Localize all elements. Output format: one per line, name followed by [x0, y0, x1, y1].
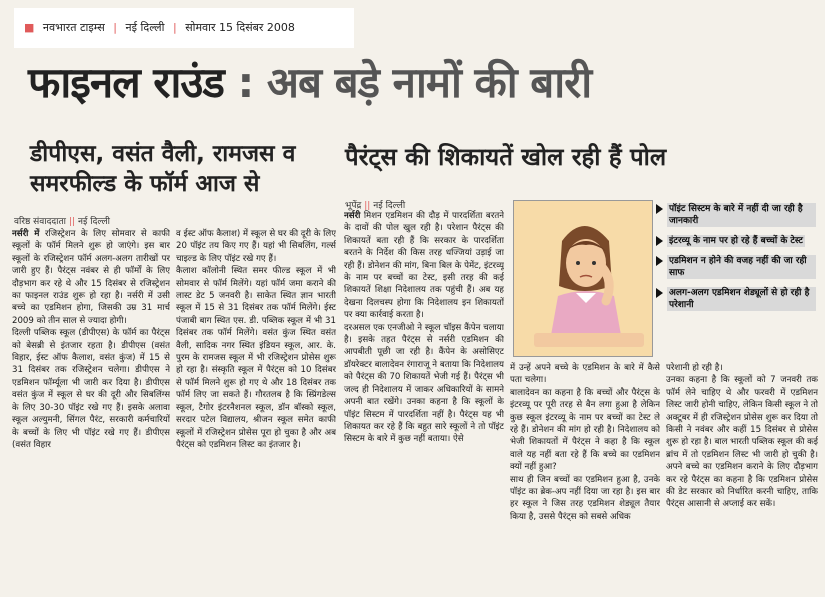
- dateline: [24, 20, 300, 35]
- triangle-bullet-icon: [656, 288, 663, 298]
- paragraph: दिल्ली पब्लिक स्कूल (डीपीएस) के फॉर्म का पैरंट्स को बेसब्री से इंतजार रहता है। डीपीएस (वसंत विहार, ईस्ट ऑफ कैलाश, वसंत कुंज) में 15 से 31 दिसंबर तक रजिस्ट्रेशन चलेगा। डीपीएस ने एडमिशन फॉर्म्यूला भी जारी कर दिया है। डीपीएस वसंत कुंज में स्कूल से घर की दूरी और सिबलिंग्स के लिए 30-30 पॉइंट रखे गए हैं। इसके अलावा स्कूल अल्युमनी, सिंगल पैरंट, सरकारी कर्मचारियों के बच्चों के लिए भी पॉइंट रखे गए हैं। डीपीएस (वसंत विहार: [12, 328, 170, 450]
- article-column-3: [344, 210, 504, 588]
- illustration-girl: [513, 200, 653, 357]
- article-column-2: [176, 228, 336, 588]
- subhead-right: पैरंट्स की शिकायतें खोल रही हैं पोल: [345, 143, 667, 171]
- byline-city: नई दिल्ली: [373, 201, 406, 211]
- callout-box: [656, 203, 816, 319]
- triangle-bullet-icon: [656, 204, 663, 214]
- separator-icon: ||: [68, 217, 76, 227]
- paragraph: उनका कहना है कि स्कूलों को 7 जनवरी तक फॉर्म लेने चाहिए थे और फरवरी में एडमिशन लिस्ट जारी होनी चाहिए, लेकिन किसी स्कूल ने तो अक्टूबर में ही रजिस्ट्रेशन प्रोसेस शुरू कर दिया तो किसी ने नवंबर और कहीं 15 दिसंबर से प्रोसेस शुरू हो रहा है। बाल भारती पब्लिक स्कूल की कई ब्रांच में तो एडमिशन लिस्ट भी जारी हो चुकी है। अपने बच्चे का एडमिशन कराने के लिए दौड़भाग कर रहे पैरंट्स का कहना है कि एडमिशन प्रोसेस की डेट सरकार को निर्धारित करनी चाहिए, ताकि पैरंट्स आसानी से अप्लाई कर सकें।: [666, 375, 818, 510]
- article-column-1: [12, 228, 170, 588]
- paragraph: नर्सरी में रजिस्ट्रेशन के लिए सोमवार से काफी स्कूलों के फॉर्म मिलने शुरू हो जाएंगे। इस बार स्कूलों के रजिस्ट्रेशन फॉर्म अलग-अलग तारीखों पर जारी हुए हैं। पैरंट्स नवंबर से ही फॉर्मों के लिए दौड़भाग कर रहे थे और 15 दिसंबर से रजिस्ट्रेशन का फाइनल राउंड शुरू हो रहा है। नर्सरी में उसी बच्चे का एडमिशन होगा, जिसकी उम्र 31 मार्च 2009 को तीन साल से ज्यादा होगी।: [12, 229, 170, 326]
- paragraph: कैलाश कॉलोनी स्थित समर फील्ड स्कूल में भी सोमवार से फॉर्म मिलेंगे। यहां फॉर्म जमा कराने की लास्ट डेट 5 जनवरी है। साकेत स्थित ज्ञान भारती स्कूल में 15 से 31 दिसंबर तक फॉर्म मिलेंगे। ईस्ट पंजाबी बाग स्थित एस. डी. पब्लिक स्कूल में भी 31 दिसंबर तक फॉर्म मिलेंगे। वसंत कुंज स्थित वसंत वैली, सादिक नगर स्थित इंडियन स्कूल, आर. के. पुरम के रामजस स्कूल में भी रजिस्ट्रेशन प्रोसेस शुरू हो रहा है। संस्कृति स्कूल में पैरंट्स को 10 दिसंबर से फॉर्म मिलने शुरू हो गए थे और 18 दिसंबर तक फॉर्म लिए जा सकते हैं। गौरतलब है कि स्प्रिंगडेल्स स्कूल, टैगोर इंटरनैशनल स्कूल, डॉन बॉस्को स्कूल, सरदार पटेल विद्यालय, श्रीजन स्कूल समेत काफी स्कूलों में रजिस्ट्रेशन प्रोसेस पूरा हो चुका है और अब पैरंट्स को एडमिशन लिस्ट का इंतजार है।: [176, 266, 336, 450]
- triangle-bullet-icon: [656, 236, 663, 246]
- byline-city: नई दिल्ली: [78, 217, 110, 227]
- callout-item: अलग-अलग एडमिशन शेड्यूलों से हो रही है परेशानी: [656, 287, 816, 311]
- subhead-left: डीपीएस, वसंत वैली, रामजस व समरफील्ड के फॉर्म आज से: [30, 141, 296, 197]
- callout-item: इंटरव्यू के नाम पर हो रहे हैं बच्चों के टेस्ट: [656, 235, 816, 247]
- thinking-girl-icon: [514, 201, 653, 357]
- paragraph: व ईस्ट ऑफ कैलाश) में स्कूल से घर की दूरी के लिए 20 पॉइंट तय किए गए हैं। यहां भी सिबलिंग, गर्ल्स चाइल्ड के लिए पॉइंट रखे गए हैं।: [176, 229, 336, 264]
- dateline-date: सोमवार 15 दिसंबर 2008: [185, 21, 295, 34]
- article-column-4: [510, 362, 660, 588]
- lead-word: नर्सरी में: [12, 229, 40, 239]
- paragraph: दरअसल एक एनजीओ ने स्कूल चॉइस कैंपेन चलाया है। इसके तहत पैरंट्स से नर्सरी एडमिशन की आपबीती पूछी जा रही है। कैंपेन के असोसिएट डॉयरेक्टर बालादेवन रंगाराजू ने बताया कि निदेशालय को पैरंट्स की 70 शिकायतें भेजी गई हैं। पैरंट्स भी जल्द ही निदेशालय में जाकर अधिकारियों के सामने अपनी बात रखेंगे। उनका कहना है कि स्कूलों के पॉइंट सिस्टम में पारदर्शिता नहीं है। पैरंट्स यह भी शिकायत कर रहे हैं कि बहुत सारे स्कूलों ने तो पॉइंट सिस्टम के बारे में कुछ नहीं बताया। ऐसे: [344, 322, 504, 445]
- paragraph: में उन्हें अपने बच्चे के एडमिशन के बारे में कैसे पता चलेगा।: [510, 363, 660, 386]
- paragraph: परेशानी हो रही है।: [666, 363, 723, 373]
- paragraph: साथ ही जिन बच्चों का एडमिशन हुआ है, उनके पॉइंट का ब्रेक-अप नहीं दिया जा रहा है। इस बार हर स्कूल ने जिस तरह एडमिशन शेड्यूल तैयार किया है, उससे पैरंट्स को सबसे अधिक: [510, 474, 660, 522]
- dateline-city: नई दिल्ली: [125, 21, 165, 34]
- byline-left: [14, 214, 110, 227]
- callout-item: पॉइंट सिस्टम के बारे में नहीं दी जा रही है जानकारी: [656, 203, 816, 227]
- callout-item: एडमिशन न होने की वजह नहीं की जा रही साफ: [656, 255, 816, 279]
- separator-icon: |: [172, 21, 177, 34]
- lead-word: नर्सरी: [344, 211, 361, 221]
- article-column-5: [666, 362, 818, 588]
- triangle-bullet-icon: [656, 256, 663, 266]
- paragraph: बालादेवन का कहना है कि बच्चों और पैरंट्स के इंटरव्यू पर पूरी तरह से बैन लगा हुआ है लेकिन कुछ स्कूल इंटरव्यू के नाम पर बच्चों का टेस्ट ले रहे हैं। डोनेशन की मांग हो रही है। निदेशालय को भेजी शिकायतों में पैरंट्स ने कहा है कि स्कूल वाले यह नहीं बता रहे हैं कि बच्चे का एडमिशन क्यों नहीं हुआ?: [510, 387, 660, 473]
- headline-part2: : अब बड़े नामों की बारी: [237, 58, 592, 107]
- bullet-icon: ■: [24, 21, 35, 34]
- headline-part1: फाइनल राउंड: [28, 58, 224, 107]
- paragraph: नर्सरी मिशन एडमिशन की दौड़ में पारदर्शिता बरतने के दावों की पोल खुल रही है। परेशान पैरंट्स की शिकायतें बता रही हैं कि सरकार के पारदर्शिता बरतने के निर्देश की किस तरह धज्जियां उड़ाई जा रही हैं। डोनेशन की मांग, बिना बिल के पेमेंट, इंटरव्यू के नाम पर बच्चों का टेस्ट, इसी तरह की कई शिकायतें शिक्षा निदेशालय तक पहुंची हैं। अब यह देखना दिलचस्प होगा कि निदेशालय इन शिकायतों पर क्या कार्रवाई करता है।: [344, 211, 504, 321]
- headline: [28, 58, 592, 107]
- byline-name: भूपेंद्र: [345, 201, 362, 211]
- byline-name: वरिष्ठ संवाददाता: [14, 217, 66, 227]
- paper-name: नवभारत टाइम्स: [42, 21, 105, 34]
- separator-icon: |: [113, 21, 117, 34]
- separator-icon: ||: [364, 201, 371, 211]
